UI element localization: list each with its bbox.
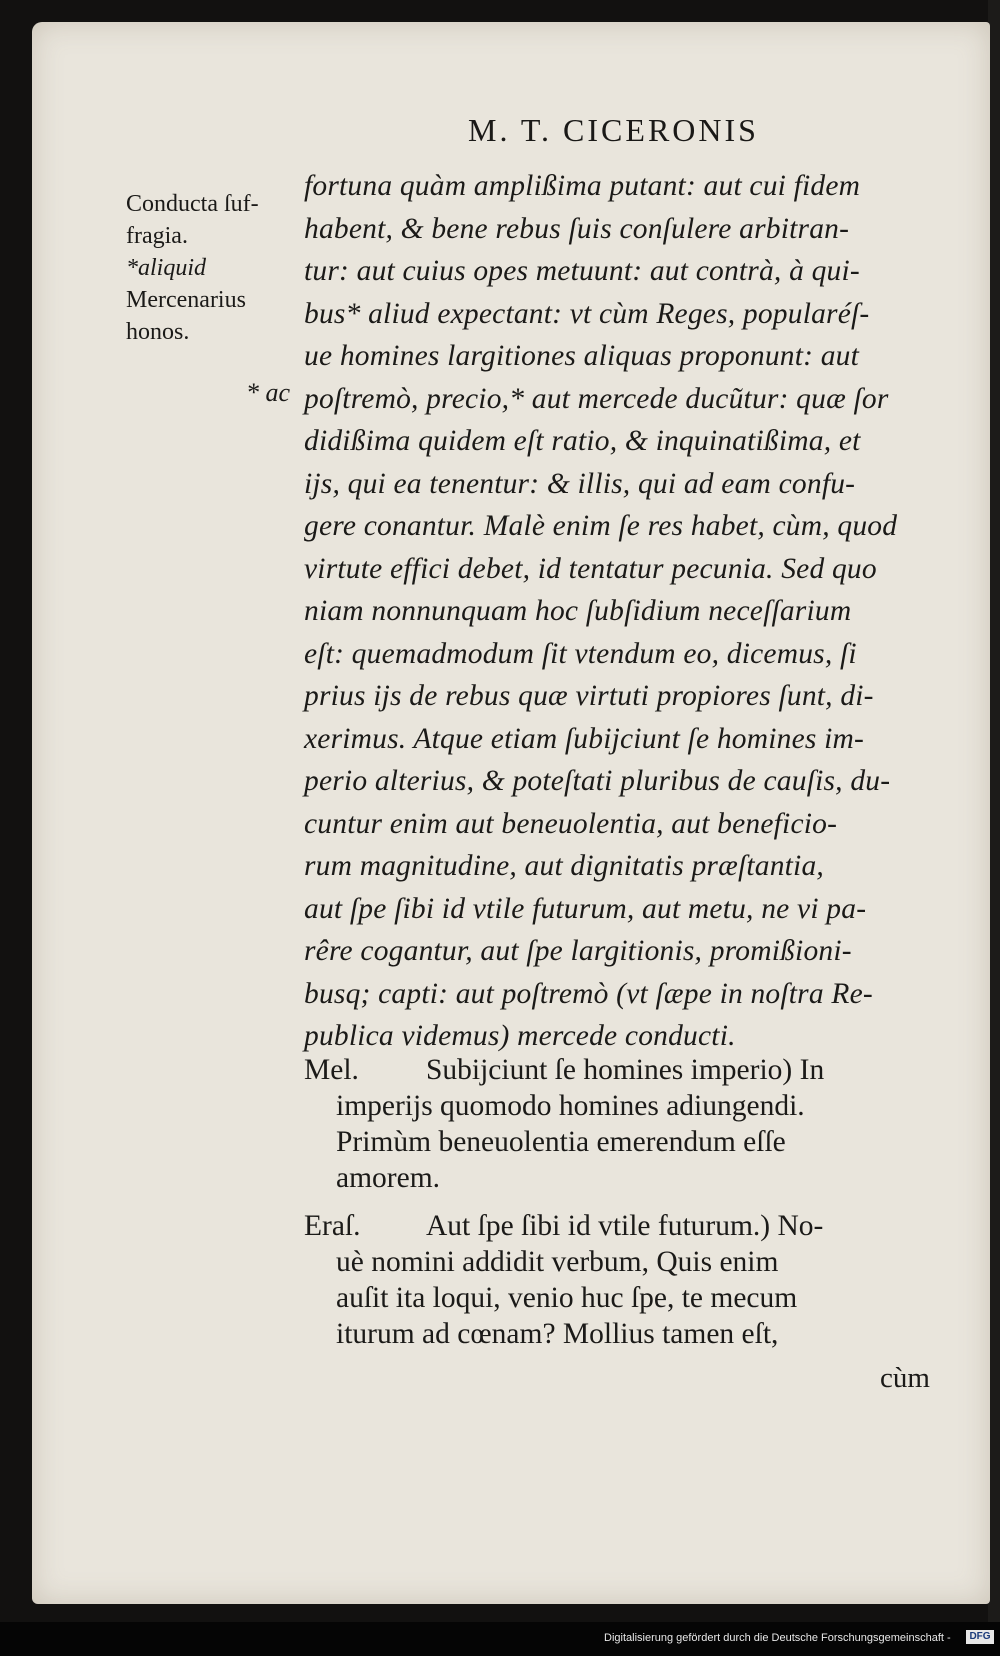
lemma: Aut ſpe ſibi id vtile futurum.) No- xyxy=(426,1210,824,1242)
margin-note: honos. xyxy=(126,319,190,345)
commentary-line: uè nomini addidit verbum, Quis enim xyxy=(336,1246,779,1278)
commentary-mel xyxy=(304,1052,964,1196)
text-line: publica videmus) mercede conducti. xyxy=(304,1020,736,1052)
margin-variant: * ac xyxy=(246,378,291,407)
text-line: habent, & bene rebus ſuis conſulere arbitran- xyxy=(304,212,850,245)
margin-notes xyxy=(126,188,306,348)
text-line: perio alterius, & poteſtati pluribus de cauſis, du- xyxy=(304,765,891,797)
margin-note: Mercenarius xyxy=(126,287,246,313)
margin-note: *aliquid xyxy=(126,255,207,281)
text-line: poſtremò, precio,* aut mercede ducũtur: quæ ſor xyxy=(304,382,889,415)
commentary-line: Primùm beneuolentia emerendum eſſe xyxy=(336,1126,786,1158)
dfg-logo-icon: DFG xyxy=(966,1630,994,1644)
commentary-line xyxy=(304,1208,964,1244)
running-header: M. T. CICERONIS xyxy=(468,112,759,148)
commentary-line: amorem. xyxy=(336,1162,441,1194)
text-line: gere conantur. Malè enim ſe res habet, cùm, quod xyxy=(304,510,898,542)
text-line: bus* aliud expectant: vt cùm Reges, popularéſ- xyxy=(304,297,870,330)
text-line: ijs, qui ea tenentur: & illis, qui ad eam confu- xyxy=(304,467,856,500)
text-line: aut ſpe ſibi id vtile futurum, aut metu, ne vi pa- xyxy=(304,892,867,925)
commentary-line: imperijs quomodo homines adiungendi. xyxy=(336,1090,805,1122)
text-line: ue homines largitiones aliquas proponunt: aut xyxy=(304,340,860,372)
commentator-label: Mel. xyxy=(304,1054,359,1086)
text-line: virtute effici debet, id tentatur pecunia. Sed quo xyxy=(304,552,877,585)
main-text xyxy=(304,165,964,1058)
text-line: busq; capti: aut poſtremò (vt ſæpe in noſtra Re- xyxy=(304,977,873,1010)
text-line: cuntur enim aut beneuolentia, aut beneficio- xyxy=(304,807,838,840)
catchword: cùm xyxy=(880,1362,930,1394)
text-line: xerimus. Atque etiam ſubijciunt ſe homines im- xyxy=(304,722,865,755)
margin-note: fragia. xyxy=(126,223,188,249)
text-line: didißima quidem eſt ratio, & inquinatißima, et xyxy=(304,425,861,457)
text-line: rum magnitudine, aut dignitatis præſtantia, xyxy=(304,850,824,882)
text-line: prius ijs de rebus quæ virtuti propiores ſunt, di- xyxy=(304,680,874,712)
commentator-label: Eraſ. xyxy=(304,1210,361,1242)
funding-credit: Digitalisierung gefördert durch die Deutsche Forschungsgemeinschaft - xyxy=(604,1632,951,1644)
text-line: rêre cogantur, aut ſpe largitionis, promißioni- xyxy=(304,935,852,967)
commentary-eras xyxy=(304,1208,964,1352)
margin-note: Conducta ſuf- xyxy=(126,191,259,217)
text-line: eſt: quemadmodum ſit vtendum eo, dicemus, ſi xyxy=(304,637,857,670)
text-line: tur: aut cuius opes metuunt: aut contrà, à qui- xyxy=(304,255,860,287)
commentary-line: iturum ad cœnam? Mollius tamen eſt, xyxy=(336,1318,779,1350)
lemma: Subijciunt ſe homines imperio) In xyxy=(426,1054,825,1086)
commentary-line xyxy=(304,1052,964,1088)
commentary-line: auſit ita loqui, venio huc ſpe, te mecum xyxy=(336,1282,798,1314)
text-line: fortuna quàm amplißima putant: aut cui fidem xyxy=(304,170,861,202)
text-line: niam nonnunquam hoc ſubſidium neceſſarium xyxy=(304,595,852,627)
